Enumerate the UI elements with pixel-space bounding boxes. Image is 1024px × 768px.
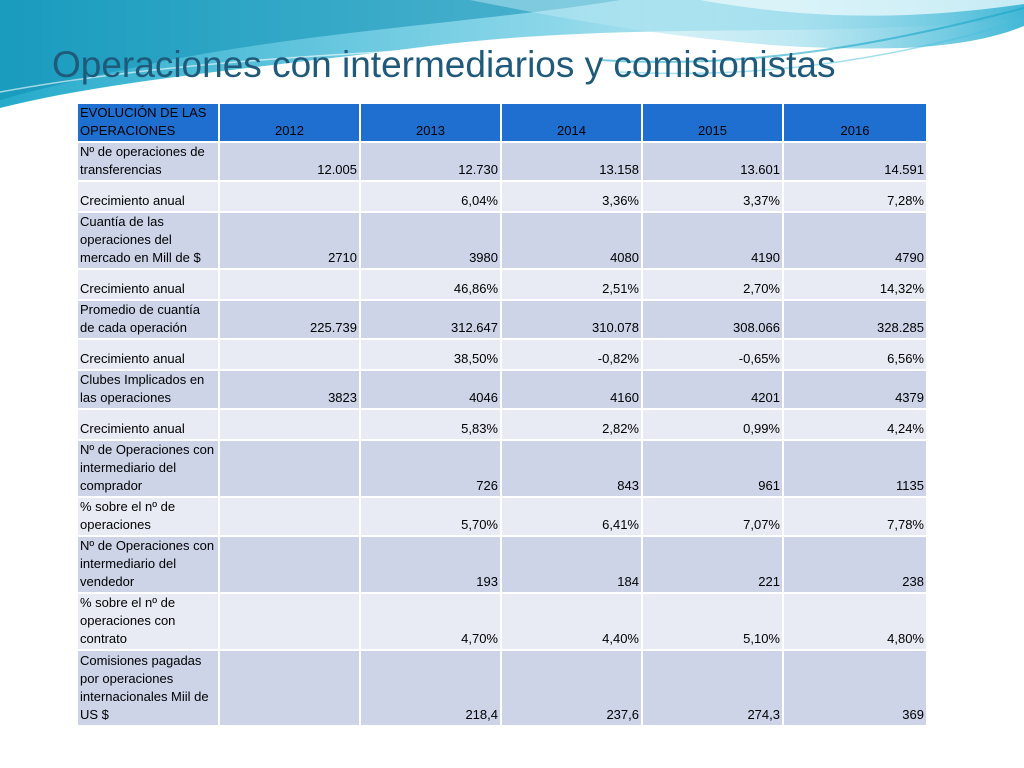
cell-value [219,269,360,300]
cell-value: 312.647 [360,300,501,339]
cell-value [219,409,360,440]
cell-value: 14,32% [783,269,927,300]
page-title: Operaciones con intermediarios y comisionistas [52,44,836,85]
table-row [77,300,927,339]
table-row [77,181,927,212]
cell-value: 4,24% [783,409,927,440]
cell-value [219,593,360,650]
cell-value: 2,51% [501,269,642,300]
cell-value: 193 [360,536,501,593]
operations-table [76,102,928,727]
row-label: Cuantía de las operaciones del mercado en Mill de $ [77,212,219,269]
cell-value: -0,65% [642,339,783,370]
table-row [77,409,927,440]
row-label: Nº de Operaciones con intermediario del vendedor [77,536,219,593]
cell-value: 4379 [783,370,927,409]
table-row [77,269,927,300]
cell-value: 1135 [783,440,927,497]
cell-value: 46,86% [360,269,501,300]
table-row [77,212,927,269]
cell-value: -0,82% [501,339,642,370]
cell-value: 7,78% [783,497,927,536]
cell-value: 726 [360,440,501,497]
cell-value: 238 [783,536,927,593]
cell-value: 6,41% [501,497,642,536]
cell-value: 3823 [219,370,360,409]
cell-value [219,339,360,370]
header-cell-2015: 2015 [642,103,783,142]
cell-value: 12.005 [219,142,360,181]
cell-value: 4080 [501,212,642,269]
header-cell-label: EVOLUCIÓN DE LAS OPERACIONES [77,103,219,142]
cell-value: 2710 [219,212,360,269]
cell-value [219,440,360,497]
cell-value: 6,56% [783,339,927,370]
cell-value [219,536,360,593]
cell-value: 5,70% [360,497,501,536]
cell-value [219,497,360,536]
cell-value: 237,6 [501,650,642,726]
table-row [77,142,927,181]
cell-value: 843 [501,440,642,497]
cell-value: 0,99% [642,409,783,440]
row-label: Comisiones pagadas por operaciones internacionales Miil de US $ [77,650,219,726]
cell-value: 4,40% [501,593,642,650]
cell-value: 310.078 [501,300,642,339]
table-row [77,497,927,536]
cell-value [219,181,360,212]
header-cell-2014: 2014 [501,103,642,142]
row-label: Crecimiento anual [77,181,219,212]
cell-value: 961 [642,440,783,497]
table-row [77,593,927,650]
cell-value: 5,10% [642,593,783,650]
cell-value: 184 [501,536,642,593]
cell-value: 7,28% [783,181,927,212]
cell-value: 4,80% [783,593,927,650]
table-row [77,650,927,726]
cell-value: 2,70% [642,269,783,300]
cell-value: 13.601 [642,142,783,181]
cell-value: 225.739 [219,300,360,339]
table-header-row [77,103,927,142]
table-row [77,536,927,593]
cell-value: 4046 [360,370,501,409]
cell-value: 4201 [642,370,783,409]
cell-value: 221 [642,536,783,593]
cell-value: 308.066 [642,300,783,339]
cell-value: 6,04% [360,181,501,212]
cell-value: 2,82% [501,409,642,440]
cell-value: 4160 [501,370,642,409]
cell-value: 4190 [642,212,783,269]
row-label: Clubes Implicados en las operaciones [77,370,219,409]
header-cell-2012: 2012 [219,103,360,142]
cell-value: 3,36% [501,181,642,212]
cell-value: 5,83% [360,409,501,440]
cell-value: 7,07% [642,497,783,536]
cell-value: 4790 [783,212,927,269]
table-row [77,440,927,497]
row-label: Promedio de cuantía de cada operación [77,300,219,339]
header-cell-2016: 2016 [783,103,927,142]
cell-value [219,650,360,726]
cell-value: 13.158 [501,142,642,181]
cell-value: 14.591 [783,142,927,181]
cell-value: 3,37% [642,181,783,212]
cell-value: 218,4 [360,650,501,726]
row-label: Crecimiento anual [77,269,219,300]
cell-value: 4,70% [360,593,501,650]
row-label: Nº de Operaciones con intermediario del comprador [77,440,219,497]
table-row [77,370,927,409]
row-label: Crecimiento anual [77,339,219,370]
cell-value: 38,50% [360,339,501,370]
row-label: % sobre el nº de operaciones con contrato [77,593,219,650]
row-label: Nº de operaciones de transferencias [77,142,219,181]
header-cell-2013: 2013 [360,103,501,142]
cell-value: 3980 [360,212,501,269]
cell-value: 274,3 [642,650,783,726]
cell-value: 369 [783,650,927,726]
row-label: % sobre el nº de operaciones [77,497,219,536]
table-row [77,339,927,370]
cell-value: 328.285 [783,300,927,339]
row-label: Crecimiento anual [77,409,219,440]
cell-value: 12.730 [360,142,501,181]
